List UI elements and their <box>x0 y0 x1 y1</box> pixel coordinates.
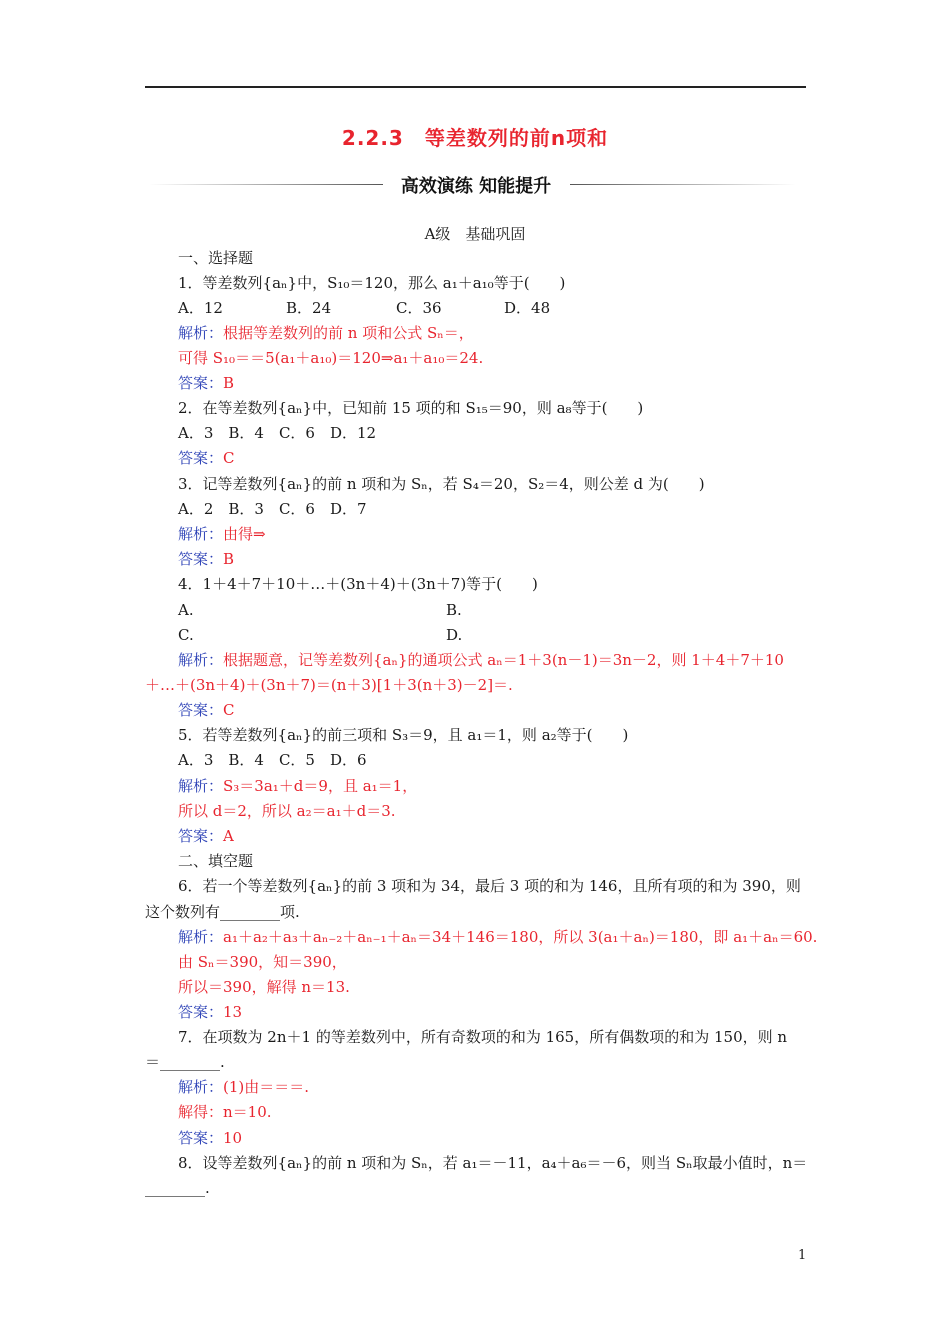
q3-answer <box>178 549 234 569</box>
question-5: 5．若等差数列{aₙ}的前三项和 S₃＝9，且 a₁＝1，则 a₂等于( ) <box>178 726 629 744</box>
question-8-cont: ________. <box>145 1179 210 1197</box>
subtitle-banner <box>0 170 950 198</box>
q4-option-b: B. <box>446 601 462 619</box>
q7-explanation-2: 解得：n＝10. <box>178 1103 272 1121</box>
page-number: 1 <box>798 1248 807 1263</box>
q6-explanation-2: 由 Sₙ＝390，知＝390， <box>178 953 347 971</box>
section-heading: 一、选择题 <box>178 249 254 267</box>
explanation-text: 根据等差数列的前 n 项和公式 Sₙ＝， <box>223 324 474 342</box>
subtitle-rule-left <box>150 184 383 185</box>
level-heading: A级 基础巩固 <box>424 225 526 243</box>
q1-option-d: D．48 <box>504 299 551 317</box>
q2-options: A．3 B．4 C．6 D．12 <box>178 424 377 442</box>
subtitle-rule-right <box>570 184 795 185</box>
header-rule <box>145 86 806 88</box>
question-6: 6．若一个等差数列{aₙ}的前 3 项和为 34，最后 3 项的和为 146，且所有项的和为 390，则 <box>178 877 801 895</box>
explanation-label: 解析： <box>178 928 224 946</box>
q4-option-c: C. <box>178 626 194 644</box>
q1-option-b: B．24 <box>286 299 332 317</box>
answer-value: B <box>223 374 235 392</box>
q4-option-a: A. <box>178 601 194 619</box>
explanation-label: 解析： <box>178 651 224 669</box>
explanation-label: 解析： <box>178 777 224 795</box>
answer-value: A <box>223 827 234 845</box>
q1-explanation-2: 可得 S₁₀＝＝5(a₁＋a₁₀)＝120⇒a₁＋a₁₀＝24. <box>178 349 484 367</box>
q4-answer <box>178 700 235 720</box>
q1-explanation <box>178 323 474 343</box>
answer-label: 答案： <box>178 827 224 845</box>
question-3: 3．记等差数列{aₙ}的前 n 项和为 Sₙ，若 S₄＝20，S₂＝4，则公差 d 为( ) <box>178 475 705 493</box>
q4-explanation-2: ＋…＋(3n＋4)＋(3n＋7)＝(n＋3)[1＋3(n＋3)－2]＝. <box>145 676 513 694</box>
section-title: 2.2.3 等差数列的前n项和 <box>341 126 609 150</box>
q1-option-a: A．12 <box>178 299 223 317</box>
q5-explanation <box>178 776 417 796</box>
q7-answer <box>178 1128 242 1148</box>
q5-explanation-2: 所以 d＝2，所以 a₂＝a₁＋d＝3. <box>178 802 396 820</box>
explanation-text: 由得⇒ <box>223 525 266 543</box>
q6-explanation <box>178 927 817 947</box>
q6-answer <box>178 1002 242 1022</box>
question-1: 1．等差数列{aₙ}中，S₁₀＝120，那么 a₁＋a₁₀等于( ) <box>178 274 566 292</box>
q6-explanation-3: 所以＝390，解得 n＝13. <box>178 978 350 996</box>
answer-value: C <box>223 701 235 719</box>
answer-value: C <box>223 449 235 467</box>
q3-options: A．2 B．3 C．6 D．7 <box>178 500 367 518</box>
q5-options: A．3 B．4 C．5 D．6 <box>178 751 367 769</box>
answer-label: 答案： <box>178 701 224 719</box>
answer-label: 答案： <box>178 1129 224 1147</box>
explanation-label: 解析： <box>178 324 224 342</box>
question-7: 7．在项数为 2n＋1 的等差数列中，所有奇数项的和为 165，所有偶数项的和为 150，则 n <box>178 1028 788 1046</box>
question-4: 4．1＋4＋7＋10＋…＋(3n＋4)＋(3n＋7)等于( ) <box>178 575 538 593</box>
answer-value: 10 <box>223 1129 243 1147</box>
subtitle: 高效演练 知能提升 <box>400 176 552 197</box>
q7-explanation <box>178 1077 309 1097</box>
answer-label: 答案： <box>178 449 224 467</box>
answer-label: 答案： <box>178 374 224 392</box>
question-2: 2．在等差数列{aₙ}中，已知前 15 项的和 S₁₅＝90，则 a₈等于( ) <box>178 399 644 417</box>
explanation-text: 根据题意，记等差数列{aₙ}的通项公式 aₙ＝1＋3(n－1)＝3n－2，则 1＋4＋7＋10 <box>223 651 784 669</box>
question-6-cont: 这个数列有________项. <box>145 903 300 921</box>
explanation-label: 解析： <box>178 525 224 543</box>
answer-label: 答案： <box>178 550 224 568</box>
answer-label: 答案： <box>178 1003 224 1021</box>
question-7-cont: ＝________. <box>145 1053 225 1071</box>
explanation-text: a₁＋a₂＋a₃＋aₙ₋₂＋aₙ₋₁＋aₙ＝34＋146＝180，所以 3(a₁＋aₙ)＝180，即 a₁＋aₙ＝60. <box>223 928 818 946</box>
section-heading: 二、填空题 <box>178 852 254 870</box>
q3-explanation <box>178 524 266 544</box>
q4-option-d: D. <box>446 626 463 644</box>
question-8: 8．设等差数列{aₙ}的前 n 项和为 Sₙ，若 a₁＝－11，a₄＋a₆＝－6，则当 Sₙ取最小值时，n＝ <box>178 1154 808 1172</box>
q2-answer <box>178 448 235 468</box>
q4-explanation <box>178 650 784 670</box>
answer-value: 13 <box>223 1003 243 1021</box>
explanation-label: 解析： <box>178 1078 224 1096</box>
explanation-text: (1)由＝＝＝. <box>223 1078 310 1096</box>
explanation-text: S₃＝3a₁＋d＝9，且 a₁＝1， <box>223 777 418 795</box>
q5-answer <box>178 826 234 846</box>
q1-option-c: C．36 <box>396 299 442 317</box>
answer-value: B <box>223 550 235 568</box>
q1-answer <box>178 373 234 393</box>
